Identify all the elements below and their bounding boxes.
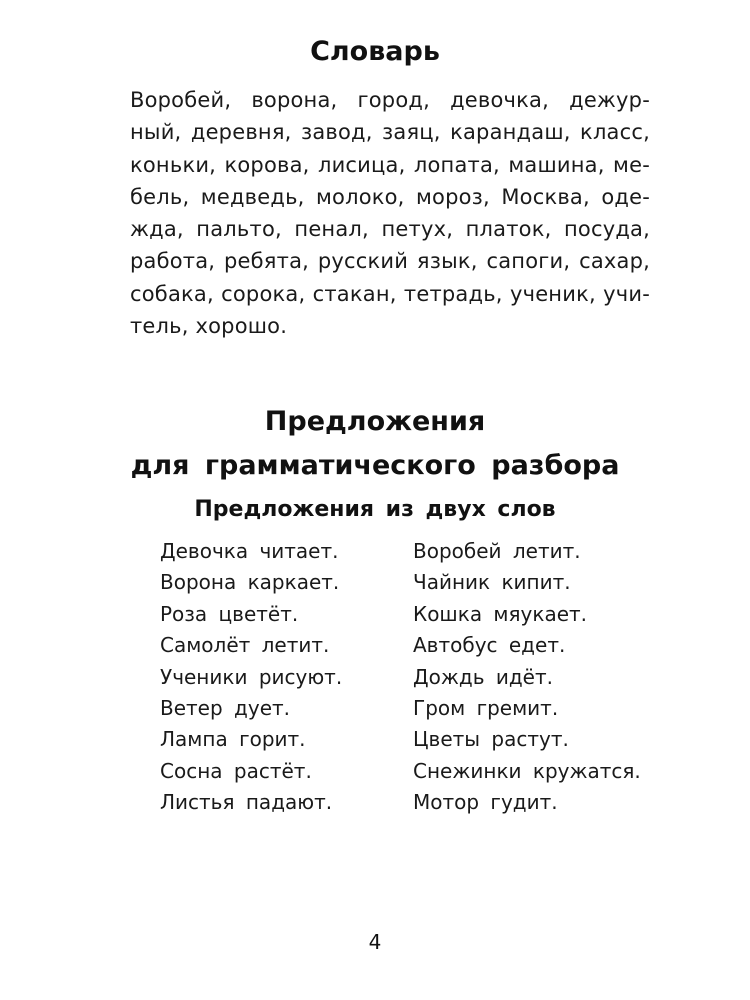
sentence-item: Цветы растут.	[413, 727, 569, 752]
dictionary-line: собака, сорока, стакан, тетрадь, ученик, учи-	[130, 281, 650, 306]
dictionary-word-list	[130, 84, 650, 342]
dictionary-line: бель, медведь, молоко, мороз, Москва, оде-	[130, 184, 650, 209]
dictionary-line: работа, ребята, русский язык, сапоги, сахар,	[130, 249, 650, 274]
sentence-column-left	[160, 536, 342, 819]
sentence-item: Сосна растёт.	[160, 758, 312, 783]
page-number: 4	[368, 930, 382, 954]
sentences-title-line2: для грамматического разбора	[130, 450, 620, 481]
sentence-item: Лампа горит.	[160, 727, 306, 752]
dictionary-line: коньки, корова, лисица, лопата, машина, ме-	[130, 152, 650, 177]
sentence-item: Ученики рисуют.	[160, 664, 343, 689]
sentence-item: Воробей летит.	[413, 539, 581, 563]
dictionary-line: жда, пальто, пенал, петух, платок, посуда,	[130, 217, 650, 242]
dictionary-line: ный, деревня, завод, заяц, карандаш, класс,	[130, 120, 650, 145]
dictionary-line: Воробей, ворона, город, девочка, дежур-	[130, 88, 650, 112]
sentence-item: Ворона каркает.	[160, 570, 340, 595]
sentence-column-right	[413, 536, 641, 819]
sentence-item: Гром гремит.	[413, 695, 559, 720]
sentences-title-line1: Предложения	[264, 406, 486, 437]
sentence-item: Листья падают.	[160, 790, 333, 815]
sentence-item: Девочка читает.	[160, 539, 339, 563]
sentence-item: Автобус едет.	[413, 633, 566, 658]
sentence-item: Роза цветёт.	[160, 601, 299, 626]
sentence-item: Снежинки кружатся.	[413, 758, 641, 783]
sentence-item: Ветер дует.	[160, 695, 291, 720]
sentence-item: Самолёт летит.	[160, 633, 330, 658]
dictionary-line: тель, хорошо.	[130, 314, 288, 339]
sentence-item: Кошка мяукает.	[413, 601, 588, 626]
sentence-item: Дождь идёт.	[413, 664, 553, 689]
sentences-subtitle: Предложения из двух слов	[194, 497, 556, 522]
dictionary-title: Словарь	[310, 36, 440, 67]
sentence-item: Мотор гудит.	[413, 790, 558, 815]
sentence-item: Чайник кипит.	[413, 570, 571, 595]
